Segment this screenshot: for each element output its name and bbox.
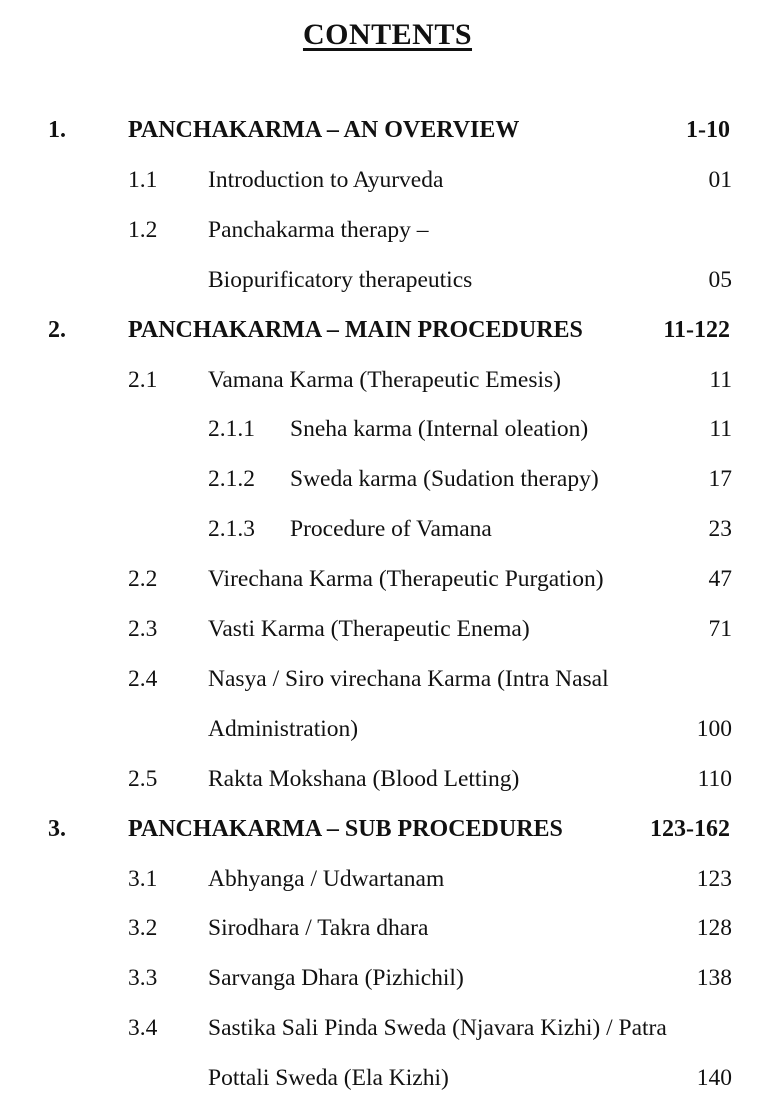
entry-number: 2.3: [128, 616, 158, 642]
toc-entry-row: [0, 360, 780, 400]
page-number: 11-122: [663, 316, 730, 343]
entry-number: 3.3: [128, 965, 158, 992]
toc-entry-row: [0, 908, 780, 948]
entry-title: Biopurificatory therapeutics: [208, 266, 473, 293]
entry-number: 2.5: [128, 765, 158, 792]
entry-title: Sweda karma (Sudation therapy): [290, 466, 599, 493]
entry-title: Administration): [208, 715, 359, 742]
entry-number: 2.1.2: [208, 466, 255, 493]
page-number: 110: [697, 765, 732, 792]
entry-number: 2.1.1: [208, 416, 255, 443]
entry-number: 1.1: [128, 166, 158, 193]
page-number: 123: [696, 865, 732, 892]
entry-title: Sneha karma (Internal oleation): [290, 416, 589, 443]
entry-number: 2.1: [128, 366, 158, 393]
toc-entry-row: [0, 260, 780, 300]
entry-title: Sirodhara / Takra dhara: [208, 915, 429, 942]
entry-title: Vamana Karma (Therapeutic Emesis): [208, 366, 561, 393]
toc-entry-row: [0, 609, 780, 649]
toc-entry-row: [0, 459, 780, 499]
entry-title: PANCHAKARMA – SUB PROCEDURES: [128, 815, 563, 842]
page-number: 17: [708, 466, 732, 493]
entry-number: 2.: [48, 316, 66, 343]
page-number: 128: [696, 915, 732, 942]
toc-entry-row: [0, 958, 780, 998]
toc-entry-row: [0, 559, 780, 599]
entry-number: 2.1.3: [208, 516, 255, 543]
page-number: 100: [696, 715, 732, 742]
page-number: 138: [696, 965, 732, 992]
toc-entry-row: [0, 1008, 780, 1048]
page-number: 123-162: [650, 815, 730, 842]
toc-entry-row: [0, 659, 780, 699]
toc-entry-row: [0, 859, 780, 899]
page-number: 11: [709, 366, 732, 393]
toc-entry-row: [0, 1058, 780, 1098]
toc-chapter-row: [0, 110, 780, 150]
entry-number: 3.1: [128, 865, 158, 892]
entry-title: Vasti Karma (Therapeutic Enema): [208, 616, 530, 642]
page-number: 1-10: [686, 117, 730, 143]
entry-title: PANCHAKARMA – AN OVERVIEW: [128, 117, 520, 143]
entry-number: 3.4: [128, 1015, 158, 1042]
page-number: 140: [696, 1065, 732, 1092]
toc-entry-row: [0, 759, 780, 799]
page-number: 71: [708, 616, 732, 642]
entry-title: Abhyanga / Udwartanam: [208, 865, 445, 892]
entry-number: 3.: [48, 815, 66, 842]
page-title: CONTENTS: [302, 18, 473, 51]
toc-entry-row: [0, 509, 780, 549]
entry-title: Rakta Mokshana (Blood Letting): [208, 765, 520, 792]
page-number: 47: [708, 566, 732, 593]
entry-title: Panchakarma therapy –: [208, 216, 429, 243]
entry-title: PANCHAKARMA – MAIN PROCEDURES: [128, 316, 583, 343]
page-number: 01: [708, 166, 732, 193]
toc-entry-row: [0, 409, 780, 449]
entry-number: 1.2: [128, 216, 158, 243]
toc-chapter-row: [0, 310, 780, 350]
entry-title: Nasya / Siro virechana Karma (Intra Nasal: [208, 665, 609, 692]
entry-title: Sarvanga Dhara (Pizhichil): [208, 965, 464, 992]
page-number: 23: [708, 516, 732, 543]
toc-entry-row: [0, 210, 780, 250]
entry-number: 2.4: [128, 665, 158, 692]
entry-title: Procedure of Vamana: [290, 516, 492, 543]
entry-number: 2.2: [128, 566, 158, 593]
entry-title: Sastika Sali Pinda Sweda (Njavara Kizhi) / Patra: [208, 1015, 667, 1042]
toc-chapter-row: [0, 809, 780, 849]
entry-title: Introduction to Ayurveda: [208, 166, 444, 193]
entry-number: 3.2: [128, 915, 158, 942]
toc-entry-row: [0, 160, 780, 200]
entry-title: Pottali Sweda (Ela Kizhi): [208, 1065, 449, 1092]
page-number: 05: [708, 266, 732, 293]
toc-entry-row: [0, 709, 780, 749]
page-number: 11: [709, 416, 732, 443]
entry-title: Virechana Karma (Therapeutic Purgation): [208, 566, 604, 593]
entry-number: 1.: [48, 117, 66, 143]
